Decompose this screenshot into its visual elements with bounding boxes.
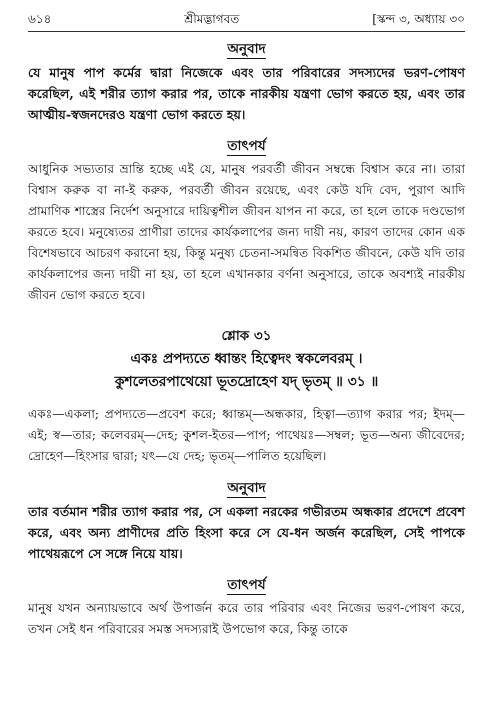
translation-text-2: তার বর্তমান শরীর ত্যাগ করার পর, সে একলা নরকের গভীরতম অন্ধকার প্রদেশে প্রবেশ করে, এবং অন্য প্রাণীদের প্রতি হিংসা করে সে যে-ধন অর্জন করেছিল, সেই পাপকে পাথেয়রূপে সে সঙ্গে নিয়ে যায়। (28, 504, 465, 561)
book-title: শ্রীমদ্ভাগবত (184, 12, 240, 26)
translation-heading: অনুবাদ (227, 41, 266, 57)
verse-line-1: একঃ প্রপদ্যতে ধ্বান্তং হিত্বেদং স্বকলেবরম্ । (130, 351, 363, 367)
purport-text: আধুনিক সভ্যতার ভ্রান্তি হচ্ছে এই যে, মানুষ পরবর্তী জীবন সম্বন্ধে বিশ্বাস করে না। তারা বিশ্বাস করুক বা না-ই করুক, পরবর্তী জীবন রয়েছে, এবং কেউ যদি বেদ, পুরাণ আদি প্রামাণিক শাস্ত্রের নির্দেশ অনুসারে দায়িত্বশীল জীবন যাপন না করে, তা হলে তাকে দণ্ডভোগ করতে হবে। মনুষ্যেতর প্রাণীরা তাদের কার্যকলাপের জন্য দায়ী নয়, কারণ তাদের কোন এক বিশেষভাবে আচরণ করানো হয়, কিন্তু মনুষ্য চেতনা-সমন্বিত বিকশিত জীবনে, কেউ যদি তার কার্যকলাপের জন্য দায়ী না হয়, তা হলে এখানকার বর্ণনা অনুসারে, তাকে অবশ্যই নারকীয় জীবন ভোগ করতে হবে। (28, 162, 465, 302)
verse-line-2: কুশলেতরপাথেয়ো ভূতদ্রোহেণ যদ্ ভৃতম্ ॥ ৩১ ॥ (114, 374, 379, 390)
page-number: ৬১৪ (28, 12, 52, 26)
synonyms-text: একঃ—একলা; প্রপদ্যতে—প্রবেশ করে; ধ্বান্তম্—অন্ধকার, হিত্বা—ত্যাগ করার পর; ইদম্—এই; স্ব—তার; কলেবরম্—দেহ; কুশল-ইতর—পাপ; পাথেয়ঃ—সম্বল; ভূত—অন্য জীবেদের; দ্রোহেণ—হিংসার দ্বারা; যৎ—যে দেহ; ভৃতম্—পালিত হয়েছিল। (28, 407, 465, 463)
page-header (28, 10, 465, 32)
translation-heading-2: অনুবাদ (227, 480, 266, 496)
chapter-reference: [স্কন্দ ৩, অধ্যায় ৩০ (372, 12, 465, 26)
purport-heading: তাৎপর্য (227, 138, 266, 154)
verse-title: শ্লোক ৩১ (221, 328, 272, 344)
purport-heading-2: তাৎপর্য (227, 577, 266, 593)
translation-text: যে মানুষ পাপ কর্মের দ্বারা নিজেকে এবং তার পরিবারের সদস্যদের ভরণ-পোষণ করেছিল, এই শরীর ত্যাগ করার পর, তাকে নারকীয় যন্ত্রণা ভোগ করতে হয়, এবং তার আত্মীয়-স্বজনদেরও যন্ত্রণা ভোগ করতে হয়। (28, 65, 465, 122)
purport-text-2: মানুষ যখন অন্যায়ভাবে অর্থ উপার্জন করে তার পরিবার এবং নিজের ভরণ-পোষণ করে, তখন সেই ধন পরিবারের সমস্ত সদস্যরাই উপভোগ করে, কিন্তু তাকে (28, 601, 465, 636)
